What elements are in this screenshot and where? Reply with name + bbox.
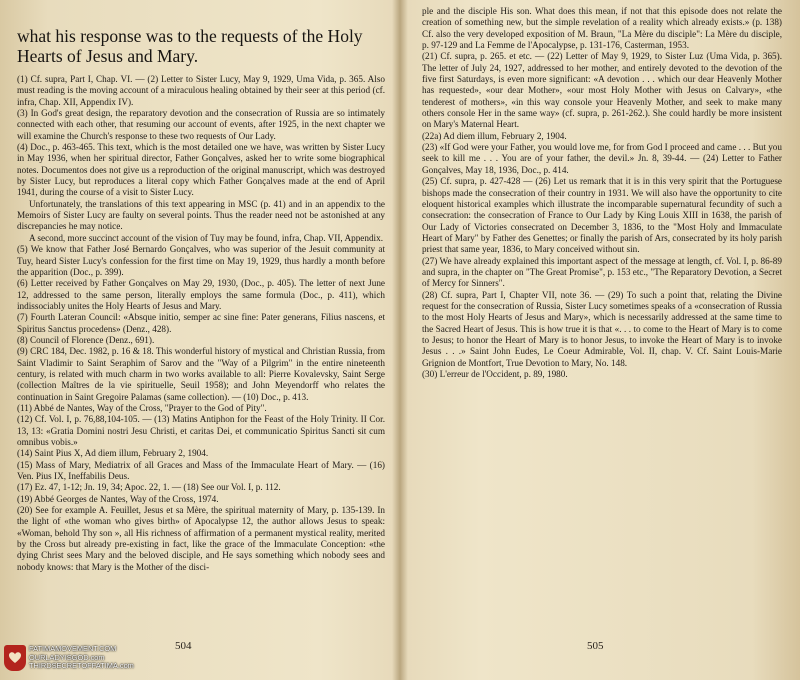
footnote: (8) Council of Florence (Denz., 691).	[17, 334, 155, 345]
watermark-text	[29, 645, 134, 670]
footnote: (21) Cf. supra, p. 265. et etc. — (22) Letter of May 9, 1929, to Sister Luz (Uma Vida, p. 365). The letter of July 24, 1927, addressed to her mother, and entirely devoted to the devotion of the five first Saturdays, is even more significant: «A devotion . . . which our dear Heavenly Mother has requested», «our dear Mother», «our most Holy Mother with Jesus on Calvary», «the tenderest of mothers», «in this way console your Heavenly Mother, and seek to make many others console Her in the same way» (cf. supra, p. 261-262.). She could hardly be more insistent on Mary's Maternal Heart.	[422, 51, 782, 130]
watermark-line: OURLADYISGOD.com	[29, 652, 105, 662]
footnote-continuation: A second, more succinct account of the vision of Tuy may be found, infra, Chap. VII, Appendix.	[29, 232, 383, 243]
footnote: (25) Cf. supra, p. 427-428 — (26) Let us remark that it is in this very spirit that the Portuguese bishops made the consecration of their country in 1931. We will also have the opportunity to cite eloquent historical examples which illustrate the incomparable supernatural fecundity of such a consecration: the consecration of France to Our Lady by King Louis XIII in 1638, the parish of Our Lady of Victories consecrated on December 3, 1836, to the "Most Holy and Immaculate Heart of Mary" by Father des Genettes; or finally the parish of Ars, consecrated by its holy parish priest that same year, 1836, to Mary conceived without sin.	[422, 176, 782, 255]
footnote: (17) Ez. 47, 1-12; Jn. 19, 34; Apoc. 22, 1. — (18) See our Vol. I, p. 112.	[17, 482, 281, 493]
right-page	[400, 0, 800, 680]
right-footnotes	[422, 6, 782, 380]
footnote: (14) Saint Pius X, Ad diem illum, February 2, 1904.	[17, 448, 209, 459]
footnote: (7) Fourth Lateran Council: «Absque initio, semper ac sine fine: Pater generans, Filius nascens, et Spiritus Sanctus procedens» (Denz., 428).	[17, 312, 385, 334]
page-number-right: 505	[587, 640, 604, 652]
page-number-left: 504	[175, 640, 192, 652]
footnote: (9) CRC 184, Dec. 1982, p. 16 & 18. This wonderful history of mystical and Christian Russia, from Saint Vladimir to Saint Seraphim of Sarov and the "Way of a Pilgrim" in the entire nineteenth century, is related with much charm in two works available to all: Pierre Kovalevsky, Saint Serge (collection Maîtres de la vie spirituelle, Seuil 1958); and John Meyendorff who relates the continuation in Saint Gregoire Palamas (same collection). — (10) Doc., p. 413.	[17, 346, 385, 402]
footnote: (19) Abbé Georges de Nantes, Way of the Cross, 1974.	[17, 493, 219, 504]
footnote: (30) L'erreur de l'Occident, p. 89, 1980.	[422, 369, 568, 379]
footnote: (6) Letter received by Father Gonçalves on May 29, 1930, (Doc., p. 405). The letter of next June 12, addressed to the same person, literally employs the same formula (Doc., p. 411), which indissociably unites the Holy Hearts of Jesus and Mary.	[17, 278, 385, 311]
footnote: (22a) Ad diem illum, February 2, 1904.	[422, 130, 567, 141]
right-page-content	[422, 6, 782, 380]
footnote: (1) Cf. supra, Part I, Chap. VI. — (2) Letter to Sister Lucy, May 9, 1929, Uma Vida, p. 365. Also must reading is the moving account of a miraculous healing obtained by their seer at this period (cf. infra, Chap. XII, Appendix IV).	[17, 74, 385, 107]
footnote: (23) «If God were your Father, you would love me, for from God I proceed and came . . . But you seek to kill me . . . You are of your father, the devil.» Jn. 8, 39-44. — (24) Letter to Father Gonçalves, May 18, 1936, Doc., p. 414.	[422, 142, 782, 175]
footnote: (27) We have already explained this important aspect of the message at length, cf. Vol. I, p. 86-89 and supra, in the chapter on "The Great Promise", p. 153 etc., "The Reparatory Devotion, a Secret of Mercy for Sinners".	[422, 255, 782, 289]
footnote: (20) See for example A. Feuillet, Jesus et sa Mère, the spiritual maternity of Mary, p. 135-139. In the light of «the woman who gives birth» of Apocalypse 12, the author allows Jesus to speak: «Woman, behold Thy son », all His richness of affirmation of a permanent mystical reality, merited by the Cross but already pre-existing in fact, like the grace of the Immaculate Conception: «the dying Christ sees Mary and the beloved disciple, and He says something which nobody sees and nobody knows: that Mary is the Mother of the disci-	[17, 505, 385, 572]
watermark-line: THIRDSECRETOFFATIMA.com	[29, 661, 134, 671]
footnote: (4) Doc., p. 463-465. This text, which is the most detailed one we have, was written by Sister Lucy in May 1936, when her spiritual director, Father Gonçalves, asked her to write some biographical notes. Documentos does not give us a reproduction of the original manuscript, which was destroyed by Sister Lucy, but reproduces a literal copy which Father Gonçalves made at the end of April 1941, during the course of a visit to Sister Lucy.	[17, 142, 385, 198]
chapter-heading: what his response was to the requests of the Holy Hearts of Jesus and Mary.	[17, 26, 363, 66]
footnote: ple and the disciple His son. What does this mean, if not that this episode does not relate the creation of something new, but the simple revelation of a reality which already exists.» (p. 138) Cf. also the very developed exposition of M. Braun, "La Mère du disciple": La Mère du disciple, p. 97-129 and La Femme de l'Apocalypse, p. 131-176, Casterman, 1953.	[422, 6, 782, 51]
left-footnotes	[17, 74, 385, 573]
footnote: (5) We know that Father José Bernardo Gonçalves, who was superior of the Jesuit community at Tuy, heard Sister Lucy's confession for the first time on May 19, 1929, thus hardly a month before the apparition (Doc., p. 399).	[17, 244, 385, 277]
left-page-content	[17, 14, 385, 573]
footnote: (12) Cf. Vol. I, p. 76,88,104-105. — (13) Matins Antiphon for the Feast of the Holy Trinity. II Cor. 13, 13: «Gratia Domini nostri Jesu Christi, et caritas Dei, et communicatio Spiritus Sancti sit cum omnibus vobis.»	[17, 414, 385, 447]
footnote-continuation: Unfortunately, the translations of this text appearing in MSC (p. 41) and in an appendix to the Memoirs of Sister Lucy are faulty on several points. Thus the reader need not be astonished at any discrepancies he may notice.	[17, 198, 385, 232]
footnote: (11) Abbé de Nantes, Way of the Cross, "Prayer to the God of Pity".	[17, 402, 267, 413]
footnote: (28) Cf. supra, Part I, Chapter VII, note 36. — (29) To such a point that, relating the Divine request for the consecration of Russia, Sister Lucy sometimes speaks of a «consecration of Russia to the most Holy Hearts of Jesus and Mary», which is necessarily addressed at the same time to the Sacred Heart of Jesus. This is how true it is that «. . . to come to the Heart of Mary is to come to Jesus; to honor the Heart of Mary is to honor Jesus, to invoke the Heart of Mary is to invoke Jesus . . .» Saint John Eudes, Le Coeur Admirable, Vol. II, chap. V. Cf. Saint Louis-Marie Grignion de Montfort, True Devotion to Mary, No. 148.	[422, 289, 783, 368]
footnote: (15) Mass of Mary, Mediatrix of all Graces and Mass of the Immaculate Heart of Mary. — (16) Ven. Pius IX, Ineffabilis Deus.	[17, 459, 385, 482]
heart-seal-icon	[4, 645, 26, 671]
watermark-line: FATIMAMOVEMENT.COM	[29, 644, 117, 654]
footnote: (3) In God's great design, the reparatory devotion and the consecration of Russia are so intimately connected with each other, that resuming our account of events, after 1925, in the next chapter we will examine the Church's response to these two requests of Our Lady.	[17, 108, 385, 141]
site-watermark	[4, 645, 134, 671]
